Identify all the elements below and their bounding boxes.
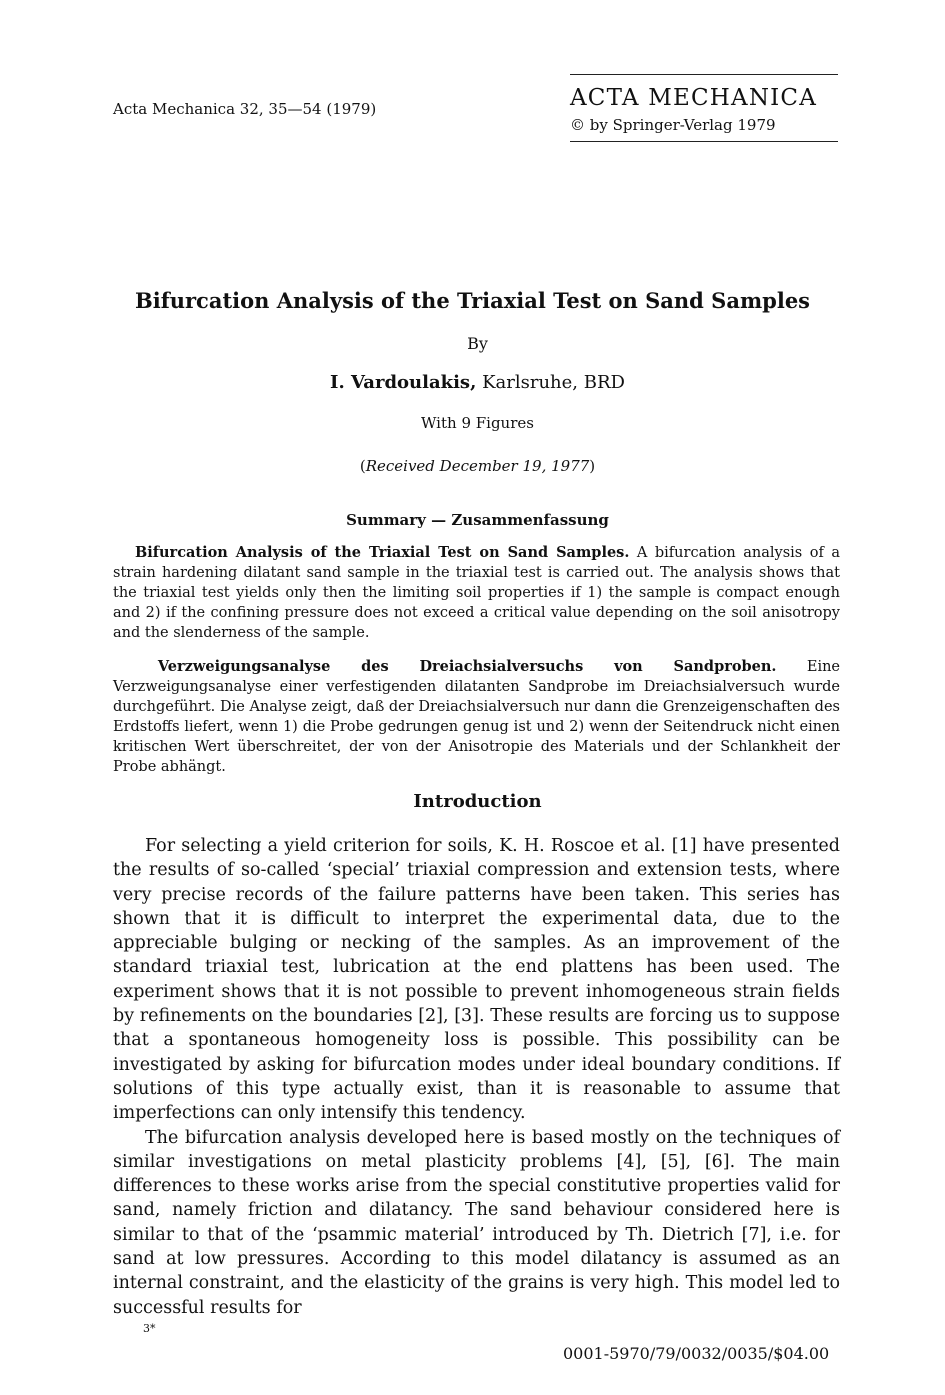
summary-english bbox=[113, 543, 840, 643]
copyright-line: © by Springer-Verlag 1979 bbox=[570, 116, 776, 134]
introduction-body bbox=[113, 834, 840, 1320]
summary-german bbox=[113, 657, 840, 777]
summary-german-text: Eine Verzweigungsanalyse einer verfestigenden dilatanten Sandprobe im Dreiachsialversuch wurde durchgeführt. Die Analyse zeigt, daß der Dreiachsialversuch nur dann die Grenzeigenschaften des Erdstoffs liefert, wenn 1) die Probe gedrungen genug ist und 2) wenn der Seitendruck nicht einen kritischen Wert überschreitet, der von der Anisotropie des Materials und der Schlankheit der Probe abhängt. bbox=[113, 659, 841, 775]
journal-masthead bbox=[570, 74, 838, 142]
introduction-paragraph: For selecting a yield criterion for soils, K. H. Roscoe et al. [1] have presented the results of so-called ‘special’ triaxial compression and extension tests, where very precise records of the failure patterns have been taken. This series has shown that it is difficult to interpret the experimental data, due to the appreciable bulging or necking of the samples. As an improvement of the standard triaxial test, lubrication at the end plattens has been used. The experiment shows that it is not possible to prevent inhomogeneous strain fields by refinements on the boundaries [2], [3]. These results are forcing us to suppose that a spontaneous homogeneity loss is possible. This possibility can be investigated by asking for bifurcation modes under ideal boundary conditions. If solutions of this type actually exist, than it is reasonable to assume that imperfections can only intensify this tendency. bbox=[113, 836, 840, 1124]
summary-english-lead: Bifurcation Analysis of the Triaxial Test on Sand Samples. bbox=[135, 544, 630, 561]
introduction-paragraph: The bifurcation analysis developed here is based mostly on the techniques of similar investigations on metal plasticity problems [4], [5], [6]. The main differences to these works arise from the special constitutive properties valid for sand, namely friction and dilatancy. The sand behaviour considered here is similar to that of the ‘psammic material’ introduced by Th. Dietrich [7], i.e. for sand at low pressures. According to this model dilatancy is assumed as an internal constraint, and the elasticity of the grains is very high. This model led to successful results for bbox=[113, 1127, 840, 1318]
author-line bbox=[0, 372, 945, 393]
received-date: (Received December 19, 1977) bbox=[359, 457, 596, 475]
summary-german-lead: Verzweigungsanalyse des Dreiachsialversuchs von Sandproben. bbox=[157, 658, 777, 675]
byline-by: By bbox=[467, 334, 488, 353]
author-name: I. Vardoulakis, bbox=[330, 372, 477, 393]
figure-count: With 9 Figures bbox=[421, 414, 534, 432]
paper-title: Bifurcation Analysis of the Triaxial Test on Sand Samples bbox=[134, 288, 811, 313]
journal-name: ACTA MECHANICA bbox=[570, 85, 818, 111]
received-text: Received December 19, 1977 bbox=[365, 457, 590, 475]
masthead-bottom-rule bbox=[570, 141, 838, 142]
masthead-top-rule bbox=[570, 74, 838, 75]
author-location: Karlsruhe, BRD bbox=[482, 372, 625, 393]
journal-citation: Acta Mechanica 32, 35—54 (1979) bbox=[113, 100, 377, 118]
price-code: 0001-5970/79/0032/0035/$04.00 bbox=[563, 1344, 830, 1363]
page-signature-mark: 3* bbox=[143, 1322, 156, 1335]
summary-heading: Summary — Zusammenfassung bbox=[346, 511, 609, 529]
introduction-heading: Introduction bbox=[413, 791, 542, 812]
summary-english-text: A bifurcation analysis of a strain hardening dilatant sand sample in the triaxial test is carried out. The analysis shows that the triaxial test yields only then the limiting soil properties if 1) the sample is compact enough and 2) if the confining pressure does not exceed a critical value depending on the soil anisotropy and the slenderness of the sample. bbox=[113, 545, 840, 641]
